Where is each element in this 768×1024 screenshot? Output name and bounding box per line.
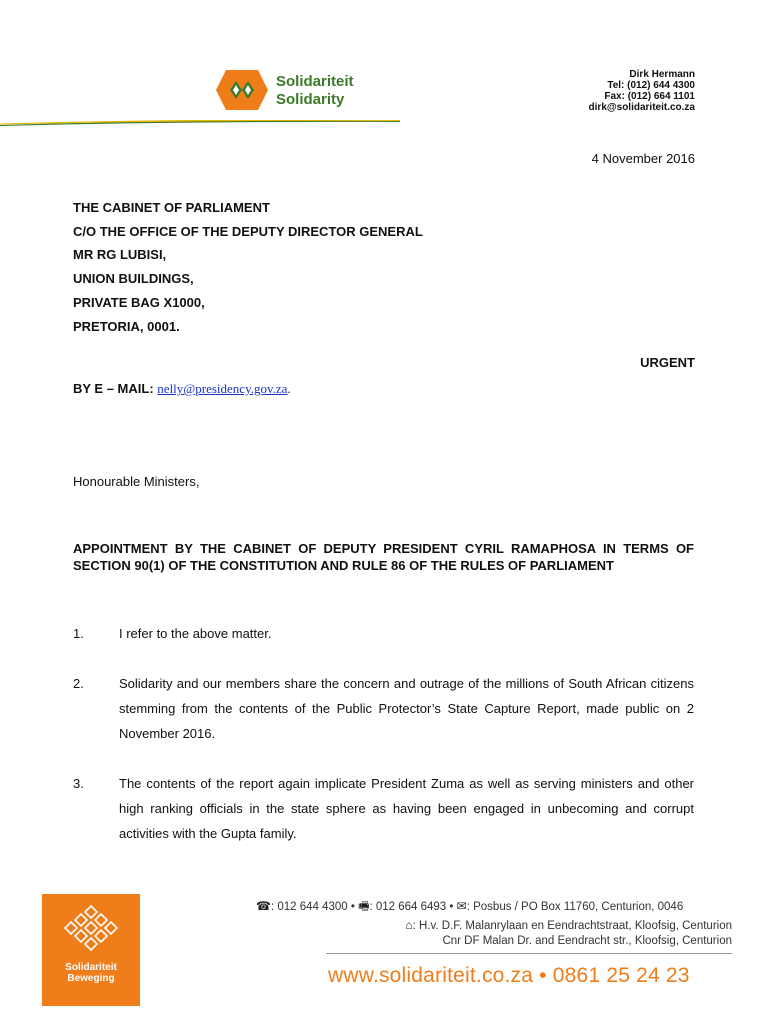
contact-block bbox=[589, 69, 695, 113]
numbered-paragraph bbox=[73, 671, 694, 746]
numbered-paragraph bbox=[73, 621, 694, 646]
address-line: C/O THE OFFICE OF THE DEPUTY DIRECTOR GENERAL bbox=[73, 223, 423, 239]
phone-icon: ☎ bbox=[256, 899, 271, 913]
footer-bullet: • bbox=[350, 901, 355, 913]
footer-logo-box bbox=[42, 894, 140, 1006]
paragraph-number: 2. bbox=[73, 676, 84, 691]
home-icon: ⌂ bbox=[405, 918, 413, 932]
paragraph-number: 1. bbox=[73, 626, 84, 641]
footer-address-af: : H.v. D.F. Malanrylaan en Eendrachtstraat, Kloofsig, Centurion bbox=[412, 920, 732, 932]
letter-date: 4 November 2016 bbox=[591, 151, 695, 166]
recipient-address bbox=[73, 196, 423, 338]
contact-name: Dirk Hermann bbox=[629, 69, 695, 80]
footer-brand-line1: Solidariteit bbox=[65, 962, 117, 973]
footer-address-af-line bbox=[405, 918, 732, 932]
contact-email: dirk@solidariteit.co.za bbox=[588, 102, 695, 113]
subject-heading: APPOINTMENT BY THE CABINET OF DEPUTY PRESIDENT CYRIL RAMAPHOSA IN TERMS OF SECTION 90(1) OF THE CONSTITUTION AND RULE 86 OF THE RULES OF PARLIAMENT bbox=[73, 541, 694, 573]
footer-website-phone[interactable]: www.solidariteit.co.za • 0861 25 24 23 bbox=[328, 964, 690, 987]
brand-name-line2: Solidarity bbox=[276, 91, 345, 108]
urgent-label: URGENT bbox=[640, 355, 695, 370]
footer-divider bbox=[326, 953, 732, 954]
paragraph-text: Solidarity and our members share the concern and outrage of the millions of South African citizens stemming from the contents of the Public Protector’s State Capture Report, made public on 2 November 2016. bbox=[119, 676, 694, 741]
email-trailing-dot: . bbox=[287, 381, 291, 396]
address-line: THE CABINET OF PARLIAMENT bbox=[73, 200, 270, 215]
contact-tel: Tel: (012) 644 4300 bbox=[607, 80, 695, 91]
email-link[interactable]: nelly@presidency.gov.za bbox=[157, 381, 288, 396]
email-label: BY E – MAIL: bbox=[73, 381, 154, 396]
footer-brand bbox=[42, 962, 140, 984]
brand-name-line1: Solidariteit bbox=[276, 73, 354, 90]
solidarity-logo-icon bbox=[216, 70, 268, 110]
footer-address-en: Cnr DF Malan Dr. and Eendracht str., Kloofsig, Centurion bbox=[442, 935, 732, 947]
paragraph-number: 3. bbox=[73, 776, 84, 791]
address-line: PRETORIA, 0001. bbox=[73, 318, 180, 334]
footer-bullet: • bbox=[449, 901, 454, 913]
fax-icon: 🖷 bbox=[358, 899, 370, 913]
numbered-paragraph bbox=[73, 771, 694, 846]
contact-fax: Fax: (012) 664 1101 bbox=[604, 91, 695, 102]
email-line bbox=[73, 381, 291, 397]
footer-diamond-logo-icon bbox=[61, 904, 121, 952]
paragraph-text: I refer to the above matter. bbox=[119, 626, 272, 641]
envelope-icon: ✉ bbox=[456, 899, 467, 913]
salutation: Honourable Ministers, bbox=[73, 474, 200, 489]
footer-contact-line bbox=[256, 897, 683, 918]
footer-fax: : 012 664 6493 bbox=[369, 901, 447, 913]
address-line: UNION BUILDINGS, bbox=[73, 271, 194, 287]
footer-postal: : Posbus / PO Box 11760, Centurion, 0046 bbox=[466, 901, 684, 913]
address-line: PRIVATE BAG X1000, bbox=[73, 294, 205, 310]
header-divider bbox=[0, 120, 400, 126]
footer-phone: : 012 644 4300 bbox=[270, 901, 348, 913]
footer-brand-line2: Beweging bbox=[67, 973, 115, 984]
address-line: MR RG LUBISI, bbox=[73, 247, 167, 263]
brand-name bbox=[276, 73, 354, 109]
paragraph-text: The contents of the report again implicate President Zuma as well as serving ministers and other high ranking officials in the state sphere as having been engaged in unbecoming and corrupt activities with the Gupta family. bbox=[119, 776, 694, 841]
